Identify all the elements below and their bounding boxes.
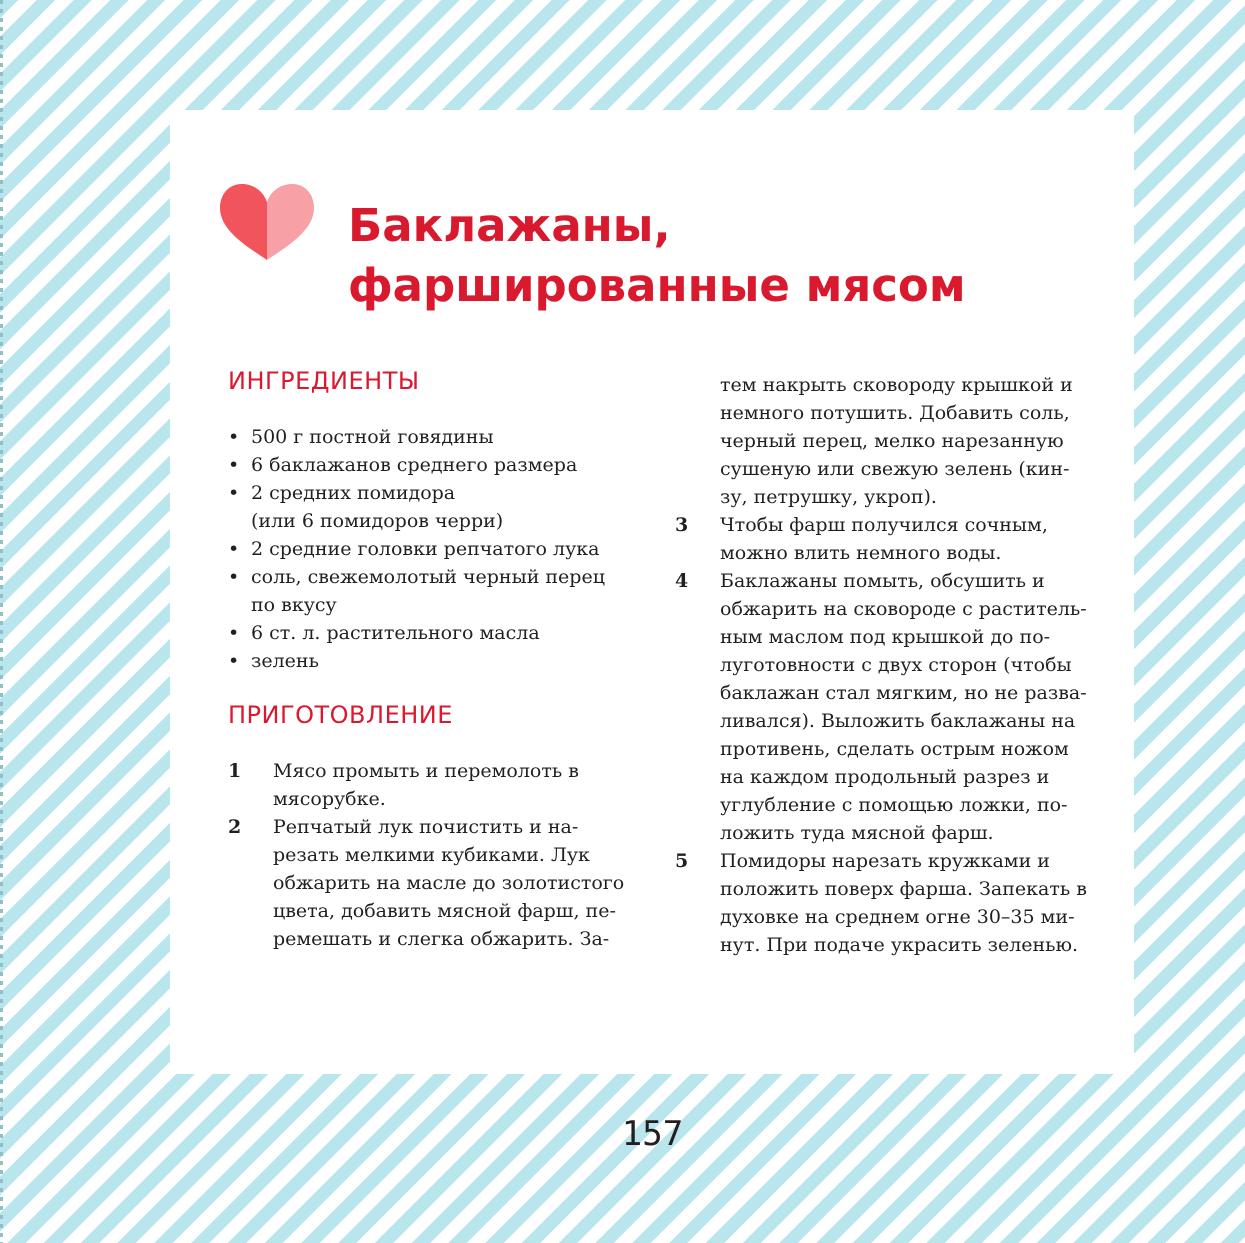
ingredient-item: • зелень (228, 647, 638, 675)
recipe-card (170, 110, 1134, 1074)
step-item: 1 Мясо промыть и перемолоть в мясорубке. (228, 757, 638, 813)
recipe-title-line-2: фаршированные мясом (348, 259, 966, 312)
ingredient-item: • 500 г постной говядины (228, 423, 638, 451)
ingredient-item: • 2 средних помидора (или 6 помидоров черри) (228, 479, 638, 535)
steps-list-right (675, 371, 1095, 959)
step-number: 2 (228, 816, 242, 838)
step-number: 4 (675, 570, 689, 592)
ingredients-list (228, 423, 638, 675)
step-continuation: тем накрыть сковороду крышкой и немного потушить. Добавить соль, черный перец, мелко нарезанную сушеную или свежую зелень (кин- зу, петрушку, укроп). (720, 374, 1073, 508)
recipe-title-line-1: Баклажаны, (348, 199, 671, 252)
left-column (228, 365, 638, 953)
ingredient-item: • 6 баклажанов среднего размера (228, 451, 638, 479)
step-item: 2 Репчатый лук почистить и на- резать мелкими кубиками. Лук обжарить на масле до золотистого цвета, добавить мясной фарш, пе- ремешать и слегка обжарить. За- (228, 813, 638, 953)
step-number: 3 (675, 514, 689, 536)
recipe-title (348, 196, 966, 316)
step-item: 4 Баклажаны помыть, обсушить и обжарить на сковороде с раститель- ным маслом под крышкой до по- луготовности с двух сторон (чтобы баклажан стал мягким, но не разва- ливался). Выложить баклажаны на противень, сделать острым ножом на каждом продольный разрез и углубление с помощью ложки, по- ложить туда мясной фарш. (675, 567, 1095, 847)
step-item: 3 Чтобы фарш получился сочным, можно влить немного воды. (675, 511, 1095, 567)
ingredient-item: • соль, свежемолотый черный перец по вкусу (228, 563, 638, 619)
step-number: 1 (228, 760, 242, 782)
preparation-heading: ПРИГОТОВЛЕНИЕ (228, 701, 453, 729)
step-item: 5 Помидоры нарезать кружками и положить поверх фарша. Запекать в духовке на среднем огне 30–35 ми- нут. При подаче украсить зеленью. (675, 847, 1095, 959)
ingredients-heading: ИНГРЕДИЕНТЫ (228, 367, 420, 395)
binding-edge (0, 0, 3, 1243)
right-column (675, 371, 1095, 959)
steps-list-left (228, 757, 638, 953)
step-number: 5 (675, 850, 689, 872)
ingredient-item: • 2 средние головки репчатого лука (228, 535, 638, 563)
page-number: 157 (621, 1114, 684, 1154)
heart-icon (218, 182, 316, 262)
ingredient-item: • 6 ст. л. растительного масла (228, 619, 638, 647)
